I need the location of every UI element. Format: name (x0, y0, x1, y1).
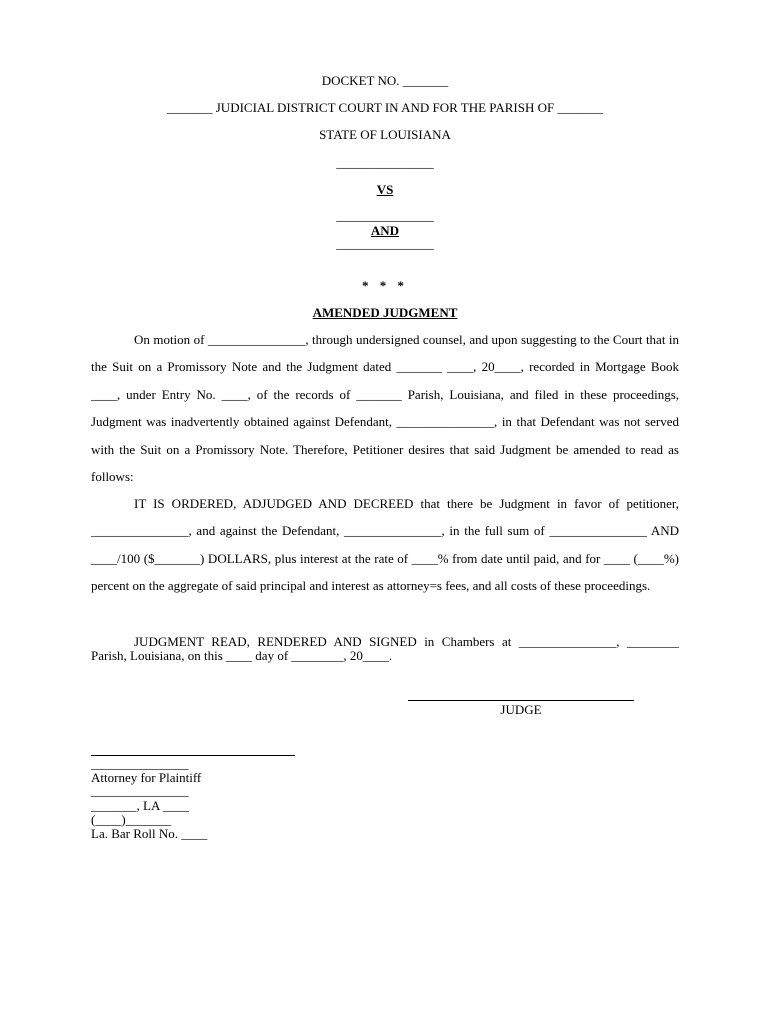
judge-signature-line (408, 700, 634, 701)
section-separator: * * * (362, 278, 408, 293)
judge-label: JUDGE (500, 702, 542, 717)
attorney-name-blank: _______________ (91, 756, 189, 771)
judgment-paragraph: IT IS ORDERED, ADJUDGED AND DECREED that there be Judgment in favor of petitioner, _______________, and against the Defendant, _______________, in the full sum of _______________ AND ____/100 ($_______) DOLLARS, plus interest at the rate of ____% from date until paid, and for ____ (____%) percent on the aggregate of said principal and interest as attorney=s fees, and all costs of these proceedings. (91, 496, 679, 594)
court-heading: _______ JUDICIAL DISTRICT COURT IN AND FOR THE PARISH OF _______ (167, 100, 603, 115)
docket-number: DOCKET NO. _______ (321, 73, 449, 88)
phone-number: (____)_______ (91, 812, 172, 827)
signed-paragraph: JUDGMENT READ, RENDERED AND SIGNED in Chambers at _______________, ________ Parish, Louisiana, on this ____ day of ________, 20____. (91, 634, 679, 663)
plaintiff-blank: _______________ (336, 155, 434, 170)
state-heading: STATE OF LOUISIANA (319, 127, 451, 142)
address-blank: _______________ (91, 783, 189, 798)
defendant-blank: _______________ (336, 208, 434, 223)
versus-label: VS (376, 182, 394, 197)
motion-paragraph: On motion of _______________, through undersigned counsel, and upon suggesting to the Court that in the Suit on a Promissory Note and the Judgment dated _______ ____, 20____, recorded in Mortgage Book ____, under Entry No. ____, of the records of _______ Parish, Louisiana, and filed in these proceedings, Judgment was inadvertently obtained against Defendant, _______________, in that Defendant was not served with the Suit on a Promissory Note. Therefore, Petitioner desires that said Judgment be amended to read as follows: (91, 332, 679, 485)
and-label: AND (370, 223, 400, 238)
second-defendant-blank: _______________ (336, 236, 434, 251)
document-title: AMENDED JUDGMENT (312, 305, 458, 320)
bar-roll-number: La. Bar Roll No. ____ (91, 826, 208, 841)
attorney-label: Attorney for Plaintiff (91, 770, 202, 785)
city-state-zip: _______, LA ____ (91, 798, 189, 813)
